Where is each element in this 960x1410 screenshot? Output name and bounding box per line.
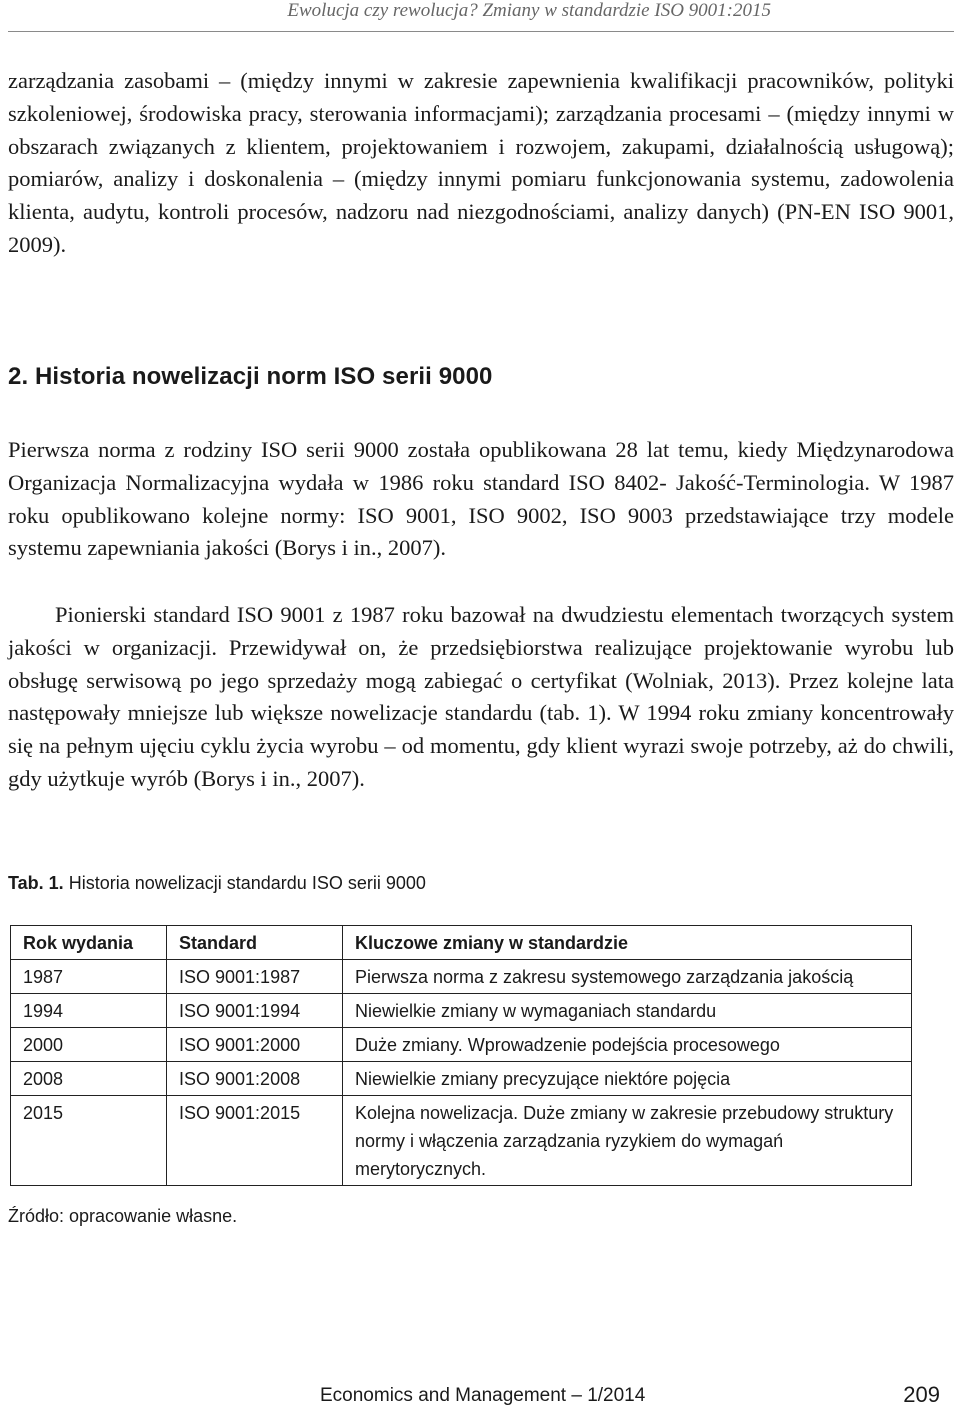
header-standard: Standard	[167, 926, 343, 960]
cell-year: 2008	[11, 1062, 167, 1096]
running-header: Ewolucja czy rewolucja? Zmiany w standardzie ISO 9001:2015	[287, 0, 771, 21]
table-caption	[8, 873, 426, 894]
header-year: Rok wydania	[11, 926, 167, 960]
table-caption-label: Tab. 1.	[8, 873, 64, 893]
cell-standard: ISO 9001:1987	[167, 960, 343, 994]
cell-standard: ISO 9001:1994	[167, 994, 343, 1028]
header-rule	[8, 31, 954, 32]
section-heading: 2. Historia nowelizacji norm ISO serii 9000	[8, 363, 493, 390]
page-number: 209	[903, 1382, 940, 1407]
history-table	[10, 925, 912, 1186]
table-source-note: Źródło: opracowanie własne.	[8, 1206, 238, 1226]
table-caption-text: Historia nowelizacji standardu ISO serii 9000	[68, 873, 426, 893]
section-paragraph-1: Pierwsza norma z rodziny ISO serii 9000 została opublikowana 28 lat temu, kiedy Międzynarodowa Organizacja Normalizacyjna wydała w 1986 roku standard ISO 8402- Jakość-Terminologia. W 1987 roku opublikowano kolejne normy: ISO 9001, ISO 9002, ISO 9003 przedstawiające trzy modele systemu zapewniania jakości (Borys i in., 2007).	[8, 437, 954, 561]
cell-year: 1987	[11, 960, 167, 994]
cell-changes: Duże zmiany. Wprowadzenie podejścia procesowego	[343, 1028, 912, 1062]
cell-year: 2015	[11, 1096, 167, 1186]
table-row	[11, 1028, 912, 1062]
cell-year: 1994	[11, 994, 167, 1028]
cell-standard: ISO 9001:2008	[167, 1062, 343, 1096]
table-row	[11, 994, 912, 1028]
table-row	[11, 1062, 912, 1096]
cell-standard: ISO 9001:2015	[167, 1096, 343, 1186]
header-key-changes: Kluczowe zmiany w standardzie	[343, 926, 912, 960]
section-paragraph-2: Pionierski standard ISO 9001 z 1987 roku bazował na dwudziestu elementach tworzących system jakości w organizacji. Przewidywał on, że przedsiębiorstwa realizujące projektowanie wyrobu lub obsługę serwisową po jego sprzedaży mogą zabiegać o certyfikat (Wolniak, 2013). Przez kolejne lata następowały mniejsze lub większe nowelizacje standardu (tab. 1). W 1994 roku zmiany koncentrowały się na pełnym ujęciu cyklu życia wyrobu – od momentu, gdy klient wyrazi swoje potrzeby, aż do chwili, gdy użytkuje wyrób (Borys i in., 2007).	[8, 602, 954, 791]
cell-standard: ISO 9001:2000	[167, 1028, 343, 1062]
table-row	[11, 1096, 912, 1186]
continued-paragraph: zarządzania zasobami – (między innymi w zakresie zapewnienia kwalifikacji pracowników, polityki szkoleniowej, środowiska pracy, sterowania informacjami); zarządzania procesami – (między innymi w obszarach związanych z klientem, projektowaniem i rozwojem, zakupami, działalnością usługową); pomiarów, analizy i doskonalenia – (między innymi pomiaru funkcjonowania systemu, zadowolenia klienta, audytu, kontroli procesów, nadzoru nad niezgodnościami, analizy danych) (PN-EN ISO 9001, 2009).	[8, 68, 954, 257]
cell-changes: Kolejna nowelizacja. Duże zmiany w zakresie przebudowy struktury normy i włączenia zarządzania ryzykiem do wymagań merytorycznych.	[343, 1096, 912, 1186]
cell-changes: Niewielkie zmiany precyzujące niektóre pojęcia	[343, 1062, 912, 1096]
table-row	[11, 960, 912, 994]
cell-changes: Pierwsza norma z zakresu systemowego zarządzania jakością	[343, 960, 912, 994]
cell-year: 2000	[11, 1028, 167, 1062]
cell-changes: Niewielkie zmiany w wymaganiach standardu	[343, 994, 912, 1028]
footer-journal: Economics and Management – 1/2014	[320, 1385, 646, 1406]
table-header-row	[11, 926, 912, 960]
